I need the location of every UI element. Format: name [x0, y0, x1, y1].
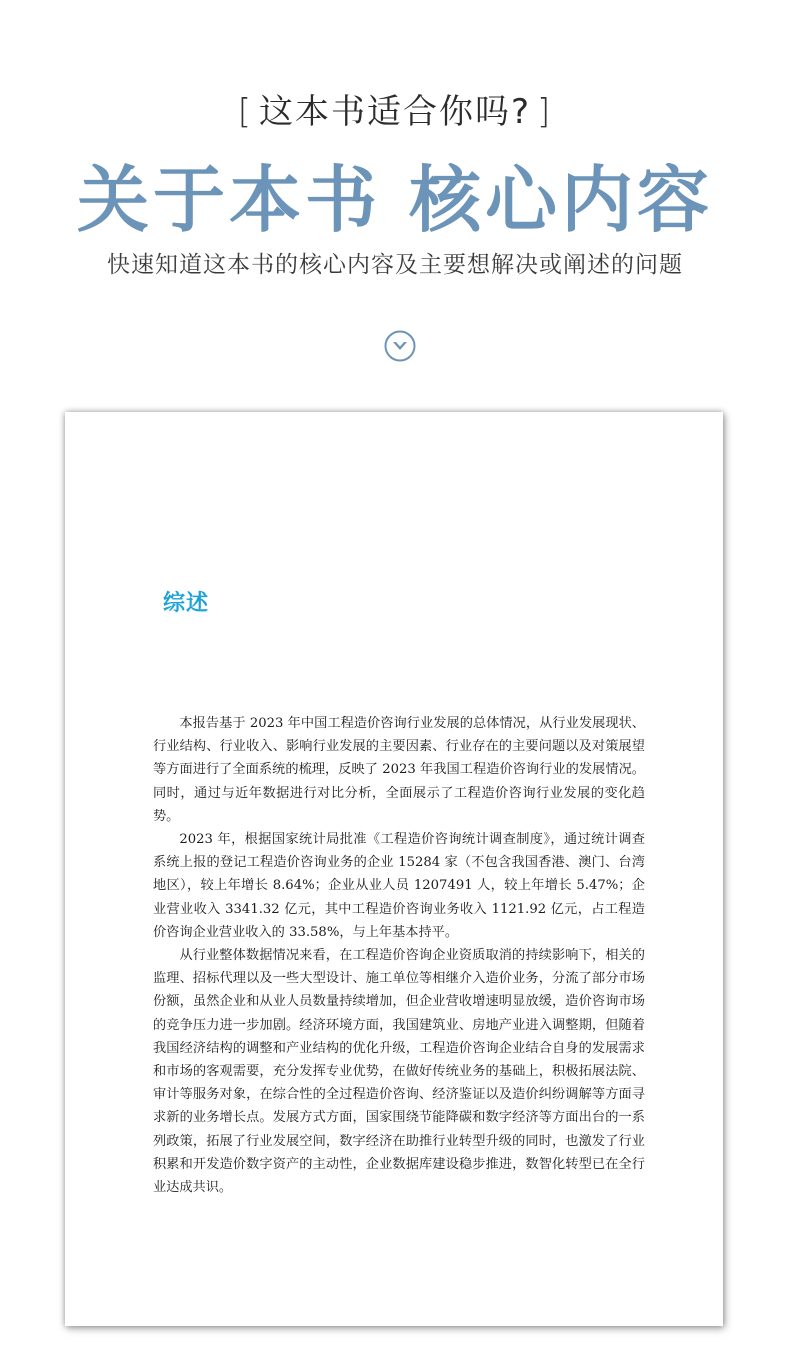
section-title: 综述 [163, 590, 210, 616]
close-bracket: ] [537, 92, 553, 132]
header-title [0, 142, 790, 246]
document-body [153, 712, 645, 1199]
title-part-about-book: 关于本书 [76, 157, 381, 242]
question-text: 这本书适合你吗? [258, 92, 532, 132]
title-part-core-content: 核心内容 [409, 157, 714, 242]
document-page [65, 412, 723, 1326]
open-bracket: [ [237, 92, 253, 132]
paragraph: 2023 年，根据国家统计局批准《工程造价咨询统计调查制度》，通过统计调查系统上报的登记工程造价咨询业务的企业 15284 家（不包含我国香港、澳门、台湾地区），较上年增长 8.64%；企业从业人员 1207491 人，较上年增长 5.47%；企业营业收入 3341.32 亿元，其中工程造价咨询业务收入 1121.92 亿元，占工程造价咨询企业营业收入的 33.58%，与上年基本持平。 [153, 832, 645, 940]
header-subtitle: 快速知道这本书的核心内容及主要想解决或阐述的问题 [107, 252, 683, 278]
paragraph: 从行业整体数据情况来看，在工程造价咨询企业资质取消的持续影响下，相关的监理、招标代理以及一些大型设计、施工单位等相继介入造价业务，分流了部分市场份额，虽然企业和从业人员数量持续增加，但企业营收增速明显放缓，造价咨询市场的竞争压力进一步加剧。经济环境方面，我国建筑业、房地产业进入调整期，但随着我国经济结构的调整和产业结构的优化升级，工程造价咨询企业结合自身的发展需求和市场的客观需要，充分发挥专业优势，在做好传统业务的基础上，积极拓展法院、审计等服务对象，在综合性的全过程造价咨询、经济鉴证以及造价纠纷调解等方面寻求新的业务增长点。发展方式方面，国家围绕节能降碳和数字经济等方面出台的一系列政策，拓展了行业发展空间，数字经济在助推行业转型升级的同时，也激发了行业积累和开发造价数字资产的主动性，企业数据库建设稳步推进，数智化转型已在全行业达成共识。 [153, 948, 645, 1196]
paragraph: 本报告基于 2023 年中国工程造价咨询行业发展的总体情况，从行业发展现状、行业结构、行业收入、影响行业发展的主要因素、行业存在的主要问题以及对策展望等方面进行了全面系统的梳理，反映了 2023 年我国工程造价咨询行业的发展情况。同时，通过与近年数据进行对比分析，全面展示了工程造价咨询行业发展的变化趋势。 [153, 716, 645, 824]
header-question [0, 84, 790, 133]
chevron-down-circle-icon [384, 330, 416, 362]
